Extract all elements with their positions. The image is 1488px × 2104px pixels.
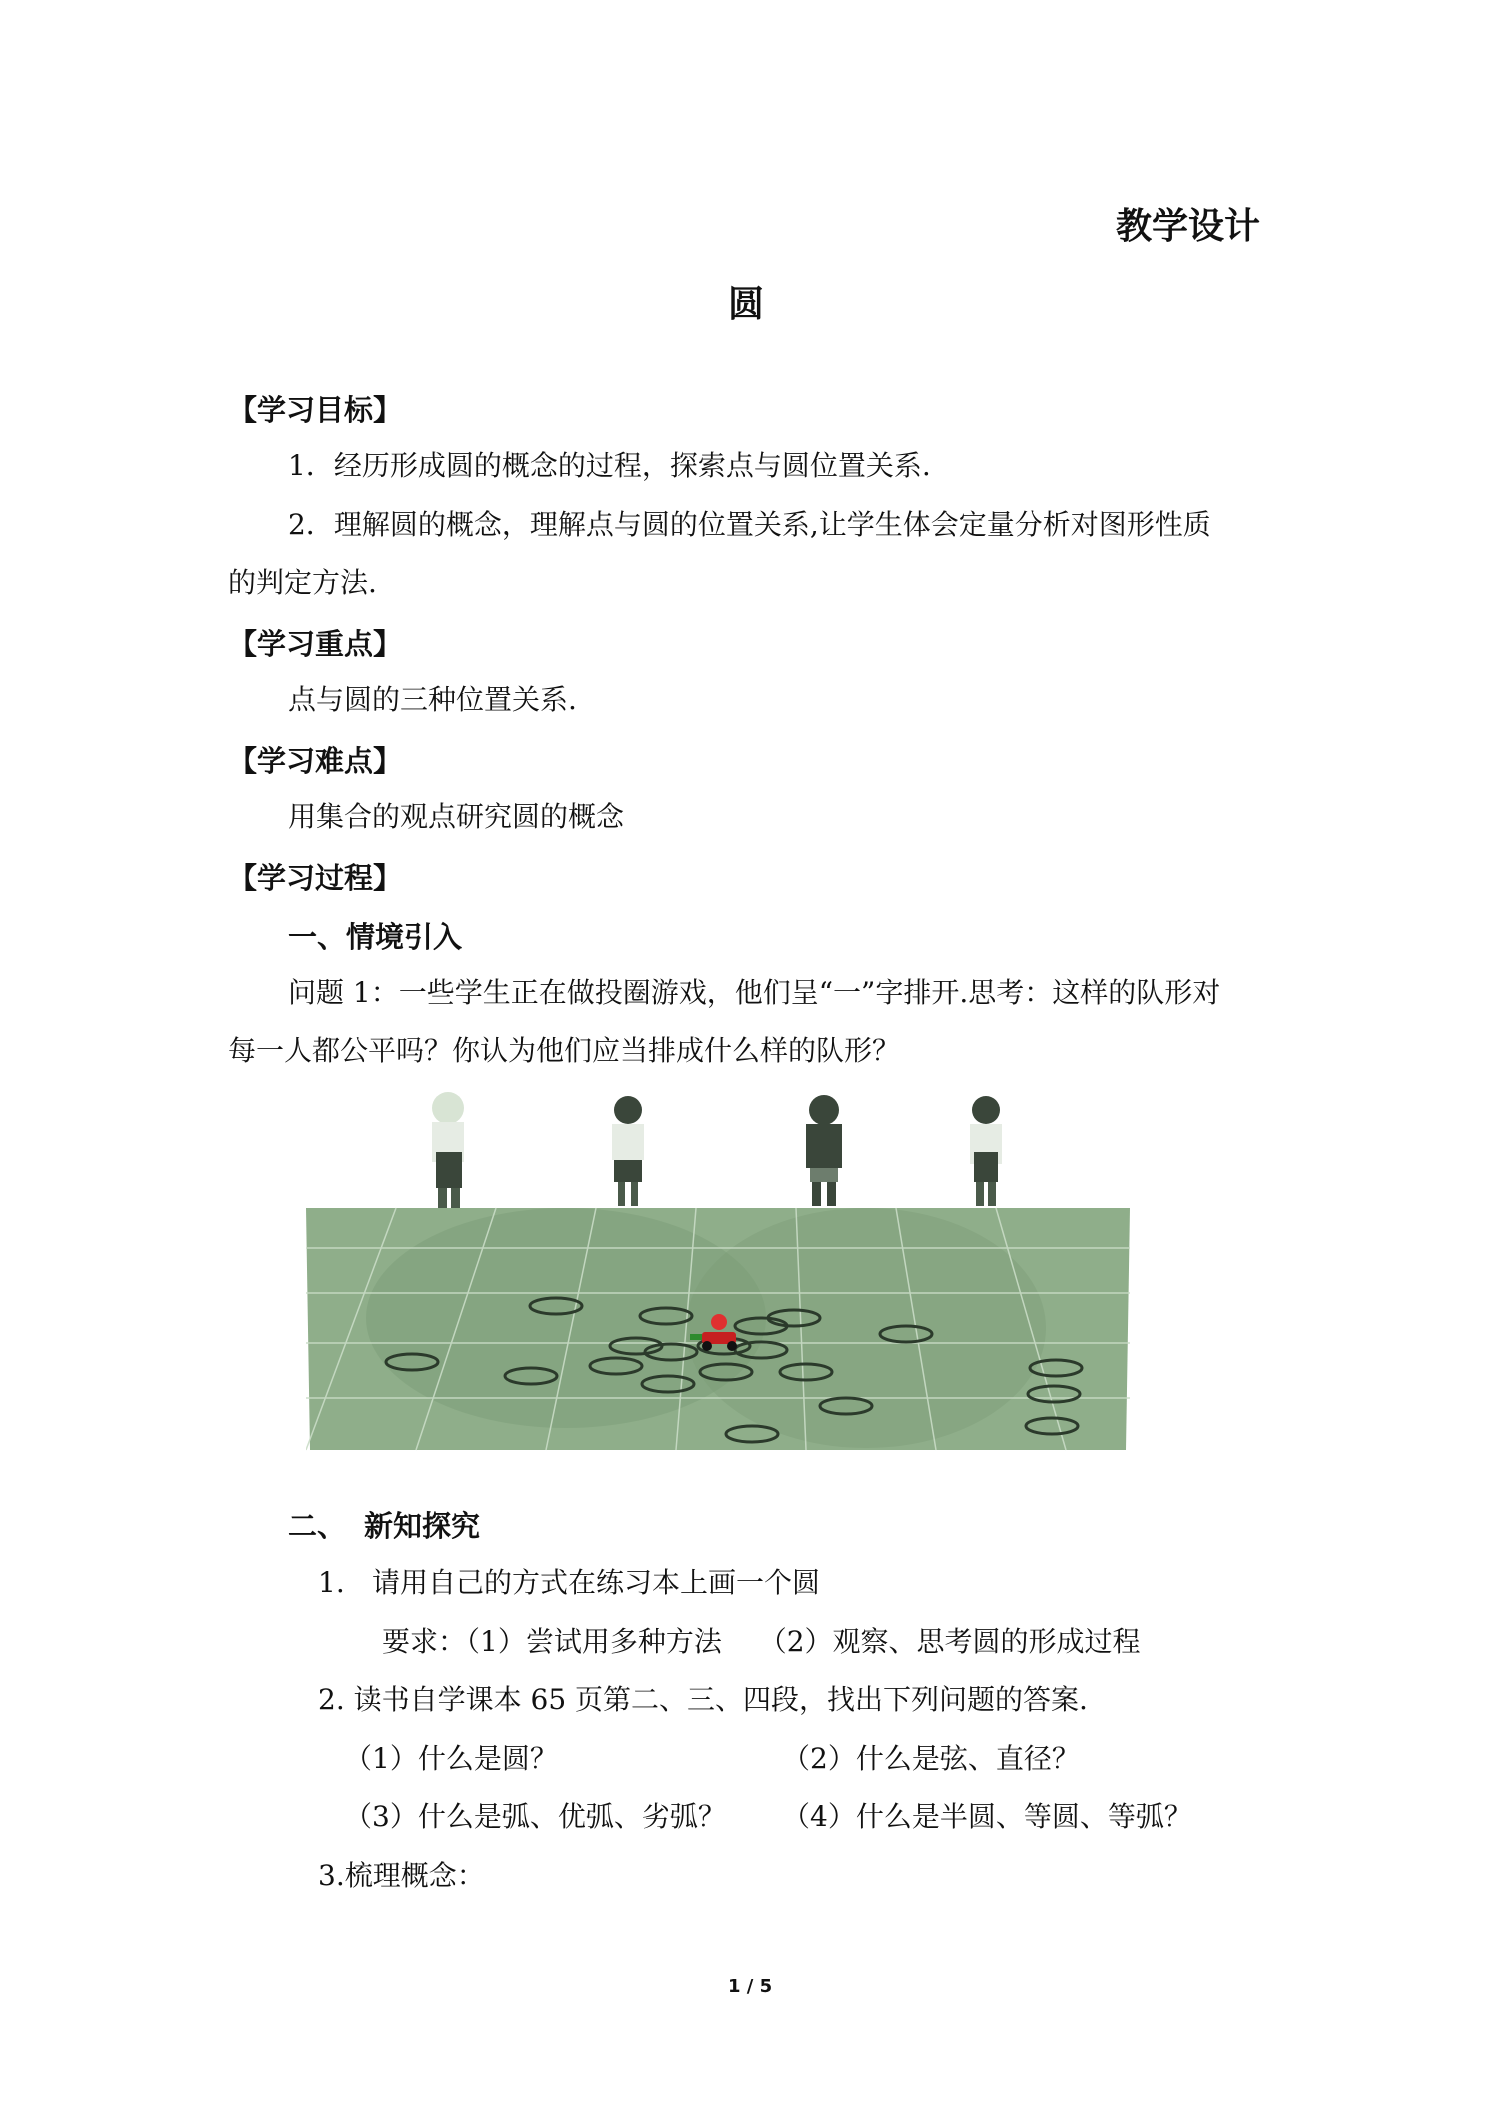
section-2-title: 新知探究 — [364, 1509, 481, 1543]
key-points-heading: 【学习重点】 — [228, 627, 403, 661]
question-2: （2）什么是弦、直径？ — [782, 1742, 1080, 1775]
student-figure — [970, 1096, 1002, 1206]
section-1-title: 一、情境引入 — [288, 920, 463, 954]
question-1: （1）什么是圆？ — [344, 1742, 558, 1775]
question-1-line1: 问题 1：一些学生正在做投圈游戏，他们呈“一”字排开.思考：这样的队形对 — [288, 976, 1221, 1009]
objective-item-1: 1．经历形成圆的概念的过程，探索点与圆位置关系. — [288, 449, 931, 482]
doc-type-title: 教学设计 — [1116, 206, 1261, 247]
objectives-heading: 【学习目标】 — [228, 393, 403, 427]
objective-item-2-line2: 的判定方法. — [228, 566, 377, 599]
item-1-number: 1. — [318, 1566, 345, 1599]
item-3-text: 3.梳理概念： — [318, 1859, 485, 1892]
student-figure — [432, 1092, 464, 1208]
page-number: 1 / 5 — [728, 1976, 773, 1997]
item-1-text: 请用自己的方式在练习本上画一个圆 — [372, 1566, 821, 1599]
item-1-requirements: 要求：（1）尝试用多种方法 （2）观察、思考圆的形成过程 — [382, 1625, 1141, 1658]
question-4: （4）什么是半圆、等圆、等弧？ — [782, 1800, 1192, 1833]
item-2-text: 2. 读书自学课本 65 页第二、三、四段，找出下列问题的答案. — [318, 1683, 1088, 1716]
objective-item-2-line1: 2．理解圆的概念，理解点与圆的位置关系,让学生体会定量分析对图形性质 — [288, 508, 1211, 541]
question-3: （3）什么是弧、优弧、劣弧？ — [344, 1800, 726, 1833]
section-2-number: 二、 — [288, 1509, 347, 1543]
student-figure — [612, 1096, 644, 1206]
difficulties-heading: 【学习难点】 — [228, 744, 403, 778]
ring-toss-illustration — [306, 1088, 1130, 1458]
process-heading: 【学习过程】 — [228, 861, 403, 895]
page-title: 圆 — [728, 284, 765, 325]
question-1-line2: 每一人都公平吗？你认为他们应当排成什么样的队形？ — [228, 1034, 901, 1067]
key-points-text: 点与圆的三种位置关系. — [288, 683, 577, 716]
difficulties-text: 用集合的观点研究圆的概念 — [288, 800, 625, 833]
student-figure — [806, 1095, 842, 1206]
